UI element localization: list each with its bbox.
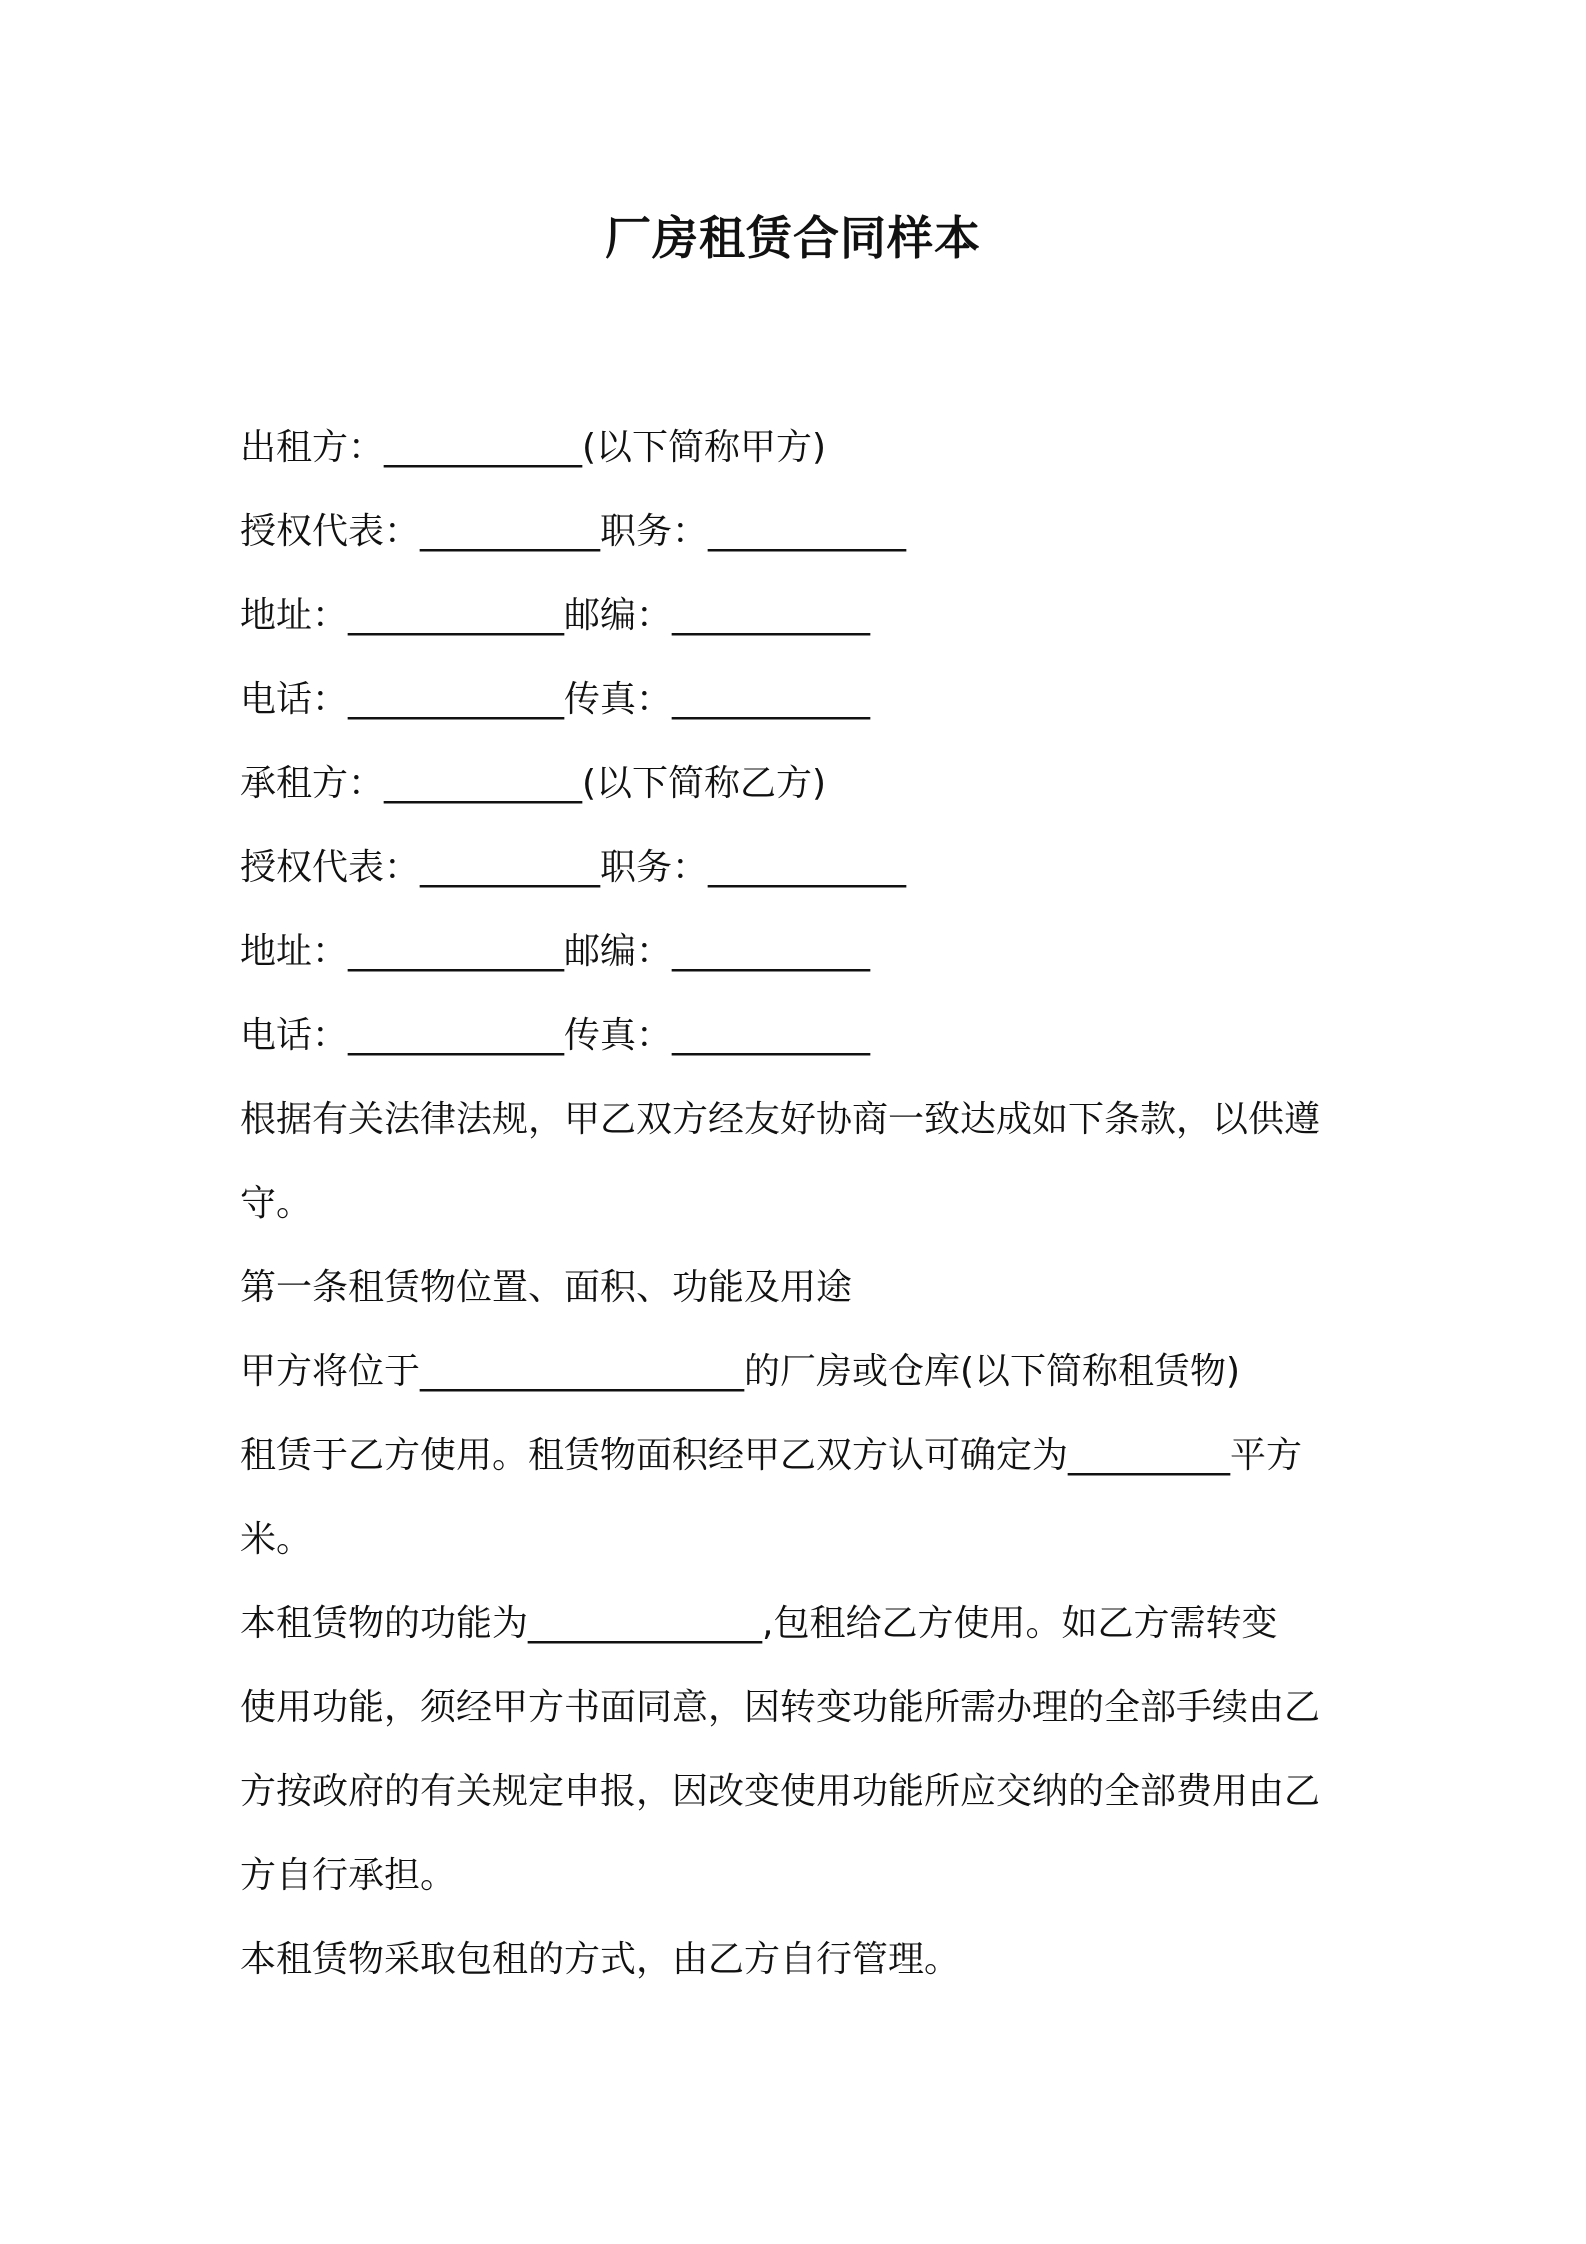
lessor-address-line: 地址：____________邮编：___________ (240, 595, 871, 636)
document-body (240, 406, 1360, 2002)
lessor-line: 出租方：___________(以下简称甲方) (240, 427, 827, 468)
lessee-representative-line: 授权代表：__________职务：___________ (240, 847, 907, 888)
lessor-representative-line: 授权代表：__________职务：___________ (240, 511, 907, 552)
function-text-line: 方按政府的有关规定申报，因改变使用功能所应交纳的全部费用由乙 (240, 1771, 1321, 1812)
lessee-phone-line: 电话：____________传真：___________ (240, 1015, 871, 1056)
article-1-text-line: 租赁于乙方使用。租赁物面积经甲乙双方认可确定为_________平方 (240, 1435, 1303, 1476)
function-text-line: 本租赁物的功能为_____________,包租给乙方使用。如乙方需转变 (240, 1603, 1278, 1644)
function-text-line: 方自行承担。 (240, 1855, 457, 1896)
function-text-line: 使用功能，须经甲方书面同意，因转变功能所需办理的全部手续由乙 (240, 1687, 1321, 1728)
article-1-heading: 第一条租赁物位置、面积、功能及用途 (240, 1267, 853, 1308)
article-1-text-line: 甲方将位于__________________的厂房或仓库(以下简称租赁物) (240, 1351, 1241, 1392)
management-text-line: 本租赁物采取包租的方式，由乙方自行管理。 (240, 1939, 961, 1980)
lessor-phone-line: 电话：____________传真：___________ (240, 679, 871, 720)
preamble-line: 根据有关法律法规，甲乙双方经友好协商一致达成如下条款，以供遵 (240, 1099, 1321, 1140)
lessee-line: 承租方：___________(以下简称乙方) (240, 763, 827, 804)
preamble-line-end: 守。 (240, 1183, 313, 1224)
document-title: 厂房租赁合同样本 (605, 211, 981, 265)
lessee-address-line: 地址：____________邮编：___________ (240, 931, 871, 972)
article-1-text-line: 米。 (240, 1519, 313, 1560)
